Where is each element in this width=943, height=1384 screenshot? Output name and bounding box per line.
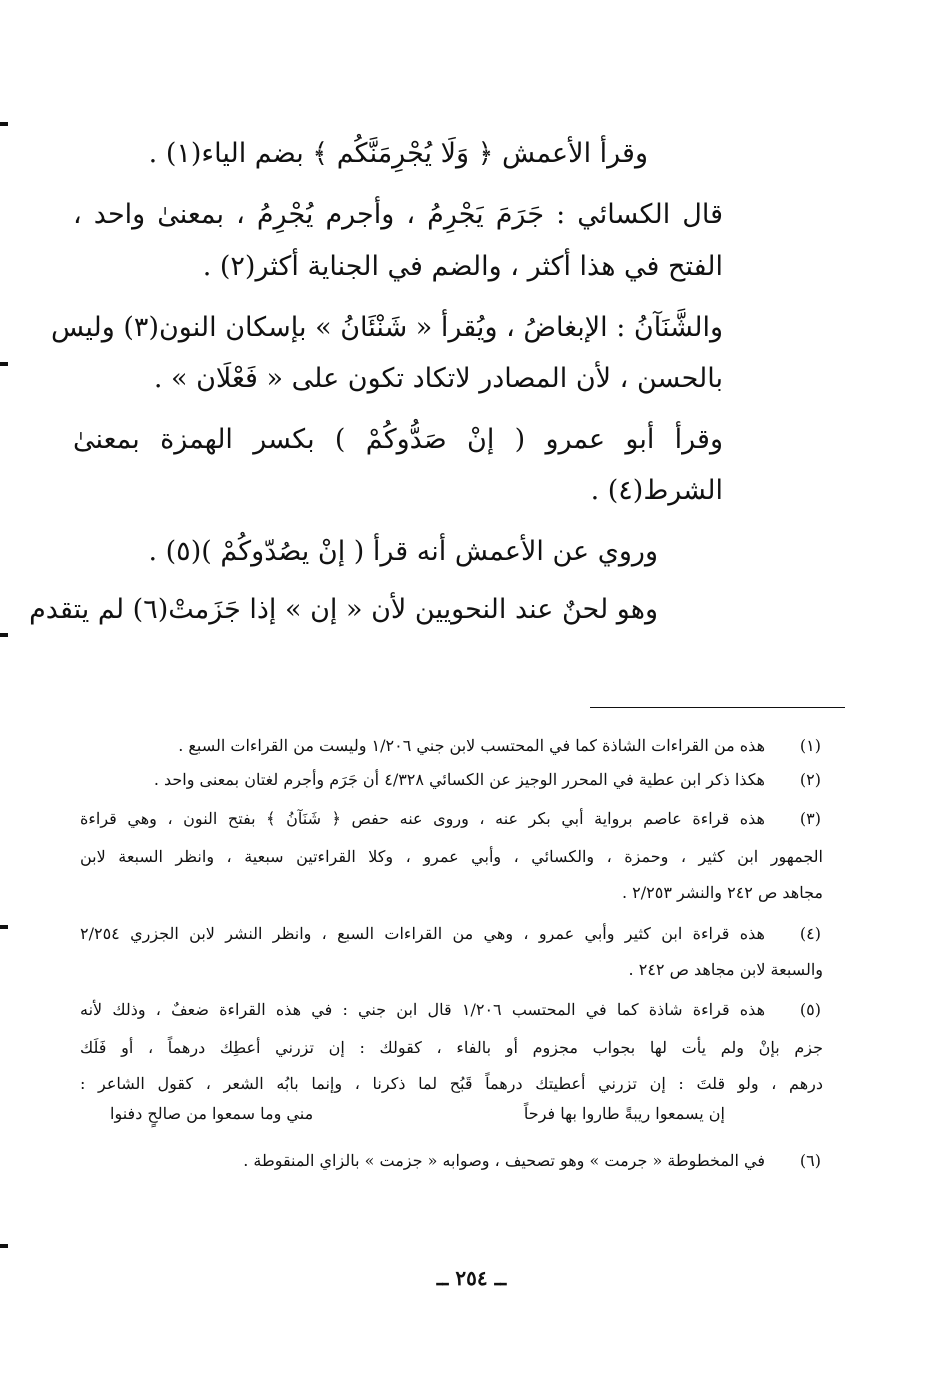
- main-text-line: وقرأ الأعمش ﴿ وَلَا يُجْرِمَنَّكُم ﴾ بضم الياء(١) .: [148, 138, 648, 169]
- poem-second-hemistich: مني وما سمعوا من صالحٍ دفنوا: [110, 1104, 314, 1123]
- footnote-separator: [590, 707, 845, 708]
- footnote-text: مجاهد ص ٢٤٢ والنشر ٢/٢٥٣ .: [622, 883, 823, 902]
- footnote-text: هكذا ذكر ابن عطية في المحرر الوجيز عن الكسائي ٤/٣٢٨ أن جَرَم وأجرم لغتان بمعنى واحد .: [153, 770, 765, 789]
- footnote-number: (٢): [799, 770, 821, 789]
- footnote-number: (٥): [799, 1000, 821, 1019]
- footnote-number: (٤): [799, 924, 821, 943]
- footnote-text: الجمهور ابن كثير ، وحمزة ، والكسائي ، وأبي عمرو ، وكلا القراءتين سبعية ، وانظر السبعة لابن: [80, 847, 823, 866]
- footnote-text: درهم ، ولو قلتَ : إن تزرني أعطيتك درهماً قَبُح لما ذكرنا ، وإنما بابُه الشعر ، كقول الشاعر :: [80, 1074, 823, 1093]
- footnote-text: في المخطوطة « جرمت » وهو تصحيف ، وصوابه « جزمت » بالزاي المنقوطة .: [243, 1151, 765, 1170]
- main-text-line: وهو لحنٌ عند النحويين لأن « إن » إذا جَزَمتْ(٦) لم يتقدم: [29, 594, 658, 625]
- margin-mark: [0, 362, 8, 366]
- footnote-text: جزم بإنْ ولم يأت لها بجواب مجزوم أو بالفاء ، كقولك : إن تزرني أعطِك درهماً ، أو فَلَك: [80, 1038, 823, 1057]
- footnote-text: هذه من القراءات الشاذة كما في المحتسب لابن جني ١/٢٠٦ وليست من القراءات السبع .: [178, 736, 765, 755]
- main-text-line: بالحسن ، لأن المصادر لاتكاد تكون على « فَعْلَان » .: [153, 363, 723, 394]
- main-text-line: وروي عن الأعمش أنه قرأ ( إنْ يصُدّوكُمْ )(٥) .: [148, 536, 658, 567]
- footnote-text: هذه قراءة عاصم برواية أبي بكر عنه ، وروى عنه حفص ﴿ شَنَآنُ ﴾ بفتح النون ، وهي قراءة: [80, 809, 765, 828]
- margin-mark: [0, 633, 8, 637]
- footnote-text: والسبعة لابن مجاهد ص ٢٤٢ .: [628, 960, 823, 979]
- footnote-number: (٣): [799, 809, 821, 828]
- footnote-text: هذه قراءة ابن كثير وأبي عمرو ، وهي من القراءات السبع ، وانظر النشر لابن الجزري ٢/٢٥٤: [80, 924, 765, 943]
- footnote-number: (١): [799, 736, 821, 755]
- poem-first-hemistich: إن يسمعوا ريبةً طاروا بها فرحاً: [523, 1104, 725, 1123]
- main-text-line: قال الكسائي : جَرَمَ يَجْرِمُ ، وأجرم يُجْرِمُ ، بمعنىٰ واحد ،: [73, 199, 723, 230]
- main-text-line: وقرأ أبو عمرو ( إنْ صَدُّوكُمْ ) بكسر الهمزة بمعنىٰ: [73, 424, 723, 455]
- main-text-line: والشَّنَآنُ : الإبغاضُ ، ويُقرأ « شَنْئَانُ » بإسكان النون(٣) وليس: [50, 312, 723, 343]
- margin-mark: [0, 1244, 8, 1248]
- margin-mark: [0, 925, 8, 929]
- margin-mark: [0, 122, 8, 126]
- footnote-text: هذه قراءة شاذة كما في المحتسب ١/٢٠٦ قال ابن جني : في هذه القراءة ضعفٌ ، وذلك لأنه: [80, 1000, 766, 1019]
- page-number: ــ ٢٥٤ ــ: [436, 1266, 507, 1290]
- main-text-line: الشرط(٤) .: [590, 475, 723, 506]
- footnote-number: (٦): [799, 1151, 821, 1170]
- main-text-line: الفتح في هذا أكثر ، والضم في الجناية أكثر(٢) .: [202, 251, 723, 282]
